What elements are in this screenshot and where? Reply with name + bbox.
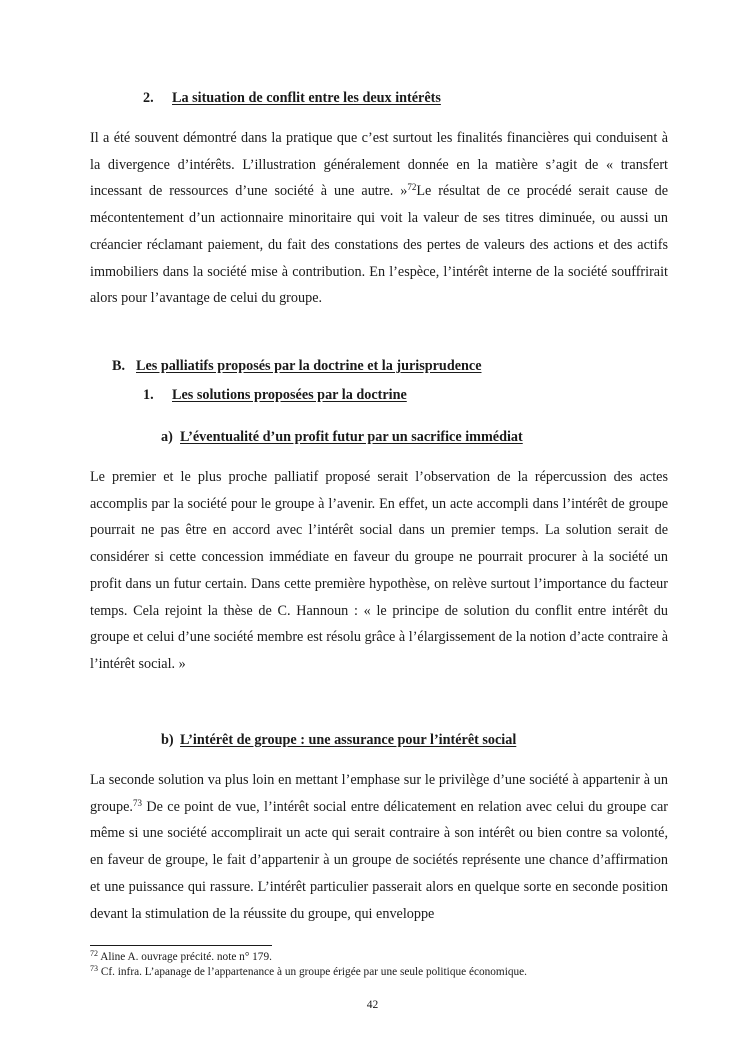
heading-number: 2. [143,90,154,106]
paragraph-text: Il a été souvent démontré dans la pratique que c’est surtout les finalités financières qui conduisent à la divergence d’intérêts. L’illustration généralement donnée en la matière s’agit de « transfert incessant de ressources d’une société à une autre. » [90,130,668,200]
heading-title: L’intérêt de groupe : une assurance pour l’intérêt social [180,732,517,748]
page-number: 42 [366,999,379,1011]
heading-number: 1. [143,387,154,403]
paragraph-text: La seconde solution va plus loin en mettant l’emphase sur le privilège d’une société à appartenir à un groupe. [90,772,668,815]
heading-number: a) [161,429,173,445]
footnote-number: 73 [90,964,98,973]
heading-title: Les palliatifs proposés par la doctrine et la jurisprudence [136,358,482,374]
heading-number: b) [161,732,174,748]
footnote-text: Cf. infra. L’apanage de l’appartenance à un groupe érigée par une seule politique économique. [98,966,527,978]
footnote-ref-72: 72 [407,182,417,193]
footnote-text: Aline A. ouvrage précité. note n° 179. [98,951,272,963]
heading-title: L’éventualité d’un profit futur par un sacrifice immédiat [180,429,523,445]
heading-title: Les solutions proposées par la doctrine [172,387,407,403]
heading-section-b-lower [161,732,516,749]
footnote-73 [90,966,527,978]
heading-section-a [161,429,523,446]
heading-section-b-upper [112,358,482,375]
paragraph-1 [90,125,668,312]
heading-title: La situation de conflit entre les deux intérêts [172,90,441,106]
paragraph-3 [90,767,668,927]
paragraph-text: Le résultat de ce procédé serait cause de mécontentement d’un actionnaire minoritaire qui voit la valeur de ses titres diminuée, ou aussi un créancier réclamant paiement, du fait des constations des pertes de valeurs des actions et des actifs immobiliers dans la société mise à contribution. En l’espèce, l’intérêt interne de la société souffrirait alors pour l’avantage de celui du groupe. [90,183,668,307]
footnote-separator [90,945,272,946]
heading-section-2 [143,90,441,107]
footnote-72 [90,951,272,963]
paragraph-2: Le premier et le plus proche palliatif proposé serait l’observation de la répercussion des actes accomplis par la société pour le groupe à l’avenir. En effet, un acte accompli dans l’intérêt de groupe pourrait ne pas être en accord avec l’intérêt social dans un premier temps. La solution serait de considérer si cette concession immédiate en faveur du groupe ne pourrait procurer à la société un profit dans un futur certain. Dans cette première hypothèse, on relève surtout l’importance du facteur temps. Cela rejoint la thèse de C. Hannoun : « le principe de solution du conflit entre intérêt du groupe et celui d’une société membre est résolu grâce à l’élargissement de la notion d’acte contraire à l’intérêt social. » [90,469,668,672]
heading-number: B. [112,358,126,374]
paragraph-text: De ce point de vue, l’intérêt social entre délicatement en relation avec celui du groupe car même si une société accomplirait un acte qui serait contraire à son intérêt ou bien contre sa volonté, en faveur de groupe, le fait d’appartenir à un groupe de sociétés représente une chance d’affirmation et une puissance qui rassure. L’intérêt particulier passerait alors en quelque sorte en seconde position devant la stimulation de la réussite du groupe, qui enveloppe [90,798,668,922]
footnote-ref-73: 73 [132,797,142,808]
footnote-number: 72 [90,949,98,958]
heading-section-b-1 [143,387,407,404]
